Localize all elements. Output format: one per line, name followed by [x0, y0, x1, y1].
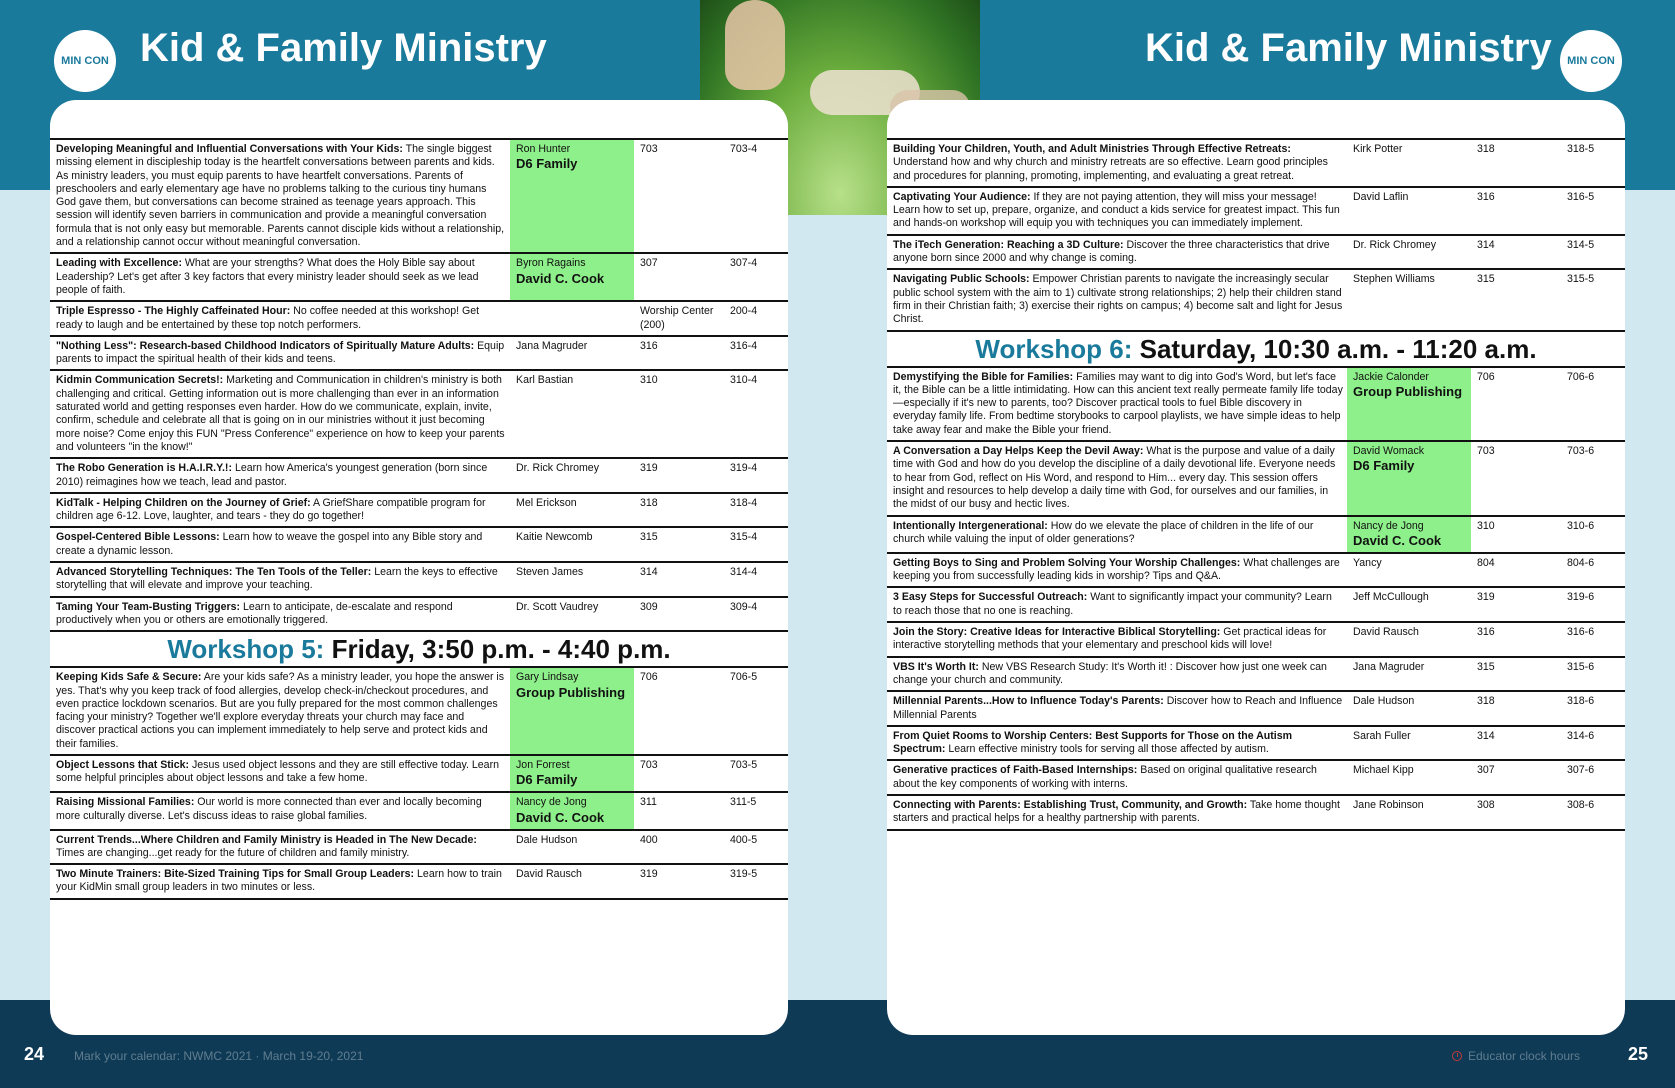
right-schedule-panel: [887, 100, 1625, 1035]
session-title: Gospel-Centered Bible Lessons:: [56, 531, 220, 544]
session-presenter: [510, 459, 634, 492]
session-room: 314: [1477, 238, 1495, 251]
presenter-name: Kaitie Newcomb: [516, 531, 593, 544]
session-text: No coffee needed at this workshop! Get ready to laugh and be entertained by these top notch performers.: [56, 305, 480, 331]
presenter-name: Dale Hudson: [516, 833, 578, 846]
session-description: [887, 140, 1347, 186]
session-row: [887, 656, 1625, 691]
session-code: 318-6: [1567, 695, 1595, 708]
presenter-organization: Group Publishing: [516, 684, 626, 700]
session-text: Marketing and Communication in children's ministry is both challenging and critical. Getting information out is more challenging than ever in an information saturated world and getting responses even harder. How do we communicate, explain, invite, confirm, schedule and celebrate all that is going on in our ministries without it just becoming more noise? Come enjoy this FUN "Press Conference" experience on how to keep your parents and volunteers "in the know!": [56, 374, 505, 453]
session-code: 703-5: [730, 758, 758, 771]
session-row: [50, 335, 788, 370]
session-code: 400-5: [730, 833, 758, 846]
presenter-name: Nancy de Jong: [516, 796, 587, 809]
session-presenter: [1347, 796, 1471, 829]
session-row: [887, 234, 1625, 269]
session-presenter: [1347, 236, 1471, 269]
session-text: Take home thought starters and practical helps for a healthy partnership with parents.: [893, 798, 1340, 825]
session-row: [50, 492, 788, 527]
session-code: 314-6: [1567, 729, 1595, 742]
session-title: Getting Boys to Sing and Problem Solving Your Worship Challenges:: [893, 556, 1241, 569]
session-room: 316: [1477, 190, 1495, 203]
presenter-name: Jana Magruder: [516, 339, 588, 352]
presenter-name: Dr. Rick Chromey: [1353, 238, 1436, 251]
session-text: New VBS Research Study: It's Worth it! : Discover how just one week can change your church and community.: [893, 660, 1327, 686]
session-code: 319-6: [1567, 591, 1595, 604]
session-text: Understand how and why church and ministry retreats are so effective. Learn good principles and procedures for planning, promoting, implementing, and evaluating a great retreat.: [893, 156, 1328, 182]
session-code: 308-6: [1567, 798, 1595, 811]
session-description: [887, 692, 1347, 725]
session-text: Families may want to dig into God's Word, but let's face it, the Bible can be a little intimidating. How can this ancient text really permeate family life today—especially if it's new to parents, too? Discover practical tools to fuel Bible discovery in everyday family life. From bedtime storybooks to carpool playlists, we have simple ideas to help take away fear and make the Bible your friend.: [893, 370, 1343, 436]
presenter-organization: D6 Family: [1353, 458, 1415, 474]
session-row: [887, 759, 1625, 794]
session-code: 703-6: [1567, 445, 1595, 458]
footer-note-left: Mark your calendar: NWMC 2021 · March 19-20, 2021: [74, 1049, 364, 1063]
session-presenter: [510, 756, 634, 791]
session-presenter: [1347, 692, 1471, 725]
session-text: Our world is more connected than ever and locally becoming more culturally diverse. Let's discuss ideas to raise global families.: [56, 796, 482, 822]
session-description: [887, 727, 1347, 760]
session-title: Current Trends...Where Children and Family Ministry is Headed in The New Decade:: [56, 833, 477, 846]
session-text: Are your kids safe? As a ministry leader, you hope the answer is yes. That's why you keep track of food allergies, develop check-in/checkout procedures, and even practice lockdown scenarios. But are you fully prepared for the most common challenges facing your ministry? Together we'll explore everyday threats your church may face and discover practical actions you can implement immediately to help serve and protect kids and their families.: [56, 671, 505, 750]
session-code: 200-4: [730, 305, 758, 318]
footer-note-right: [1452, 1049, 1580, 1063]
presenter-name: David Laflin: [1353, 190, 1409, 203]
session-room: 307: [1477, 764, 1495, 777]
session-row: [887, 690, 1625, 725]
presenter-name: Dr. Scott Vaudrey: [516, 600, 599, 613]
session-room: 315: [1477, 273, 1495, 286]
session-presenter: [1347, 623, 1471, 656]
session-code: 314-5: [1567, 238, 1595, 251]
session-presenter: [1347, 140, 1471, 186]
presenter-name: Jana Magruder: [1353, 660, 1425, 673]
session-description: [887, 270, 1347, 329]
session-text: Empower Christian parents to navigate the increasingly secular public school system with the aim to 1) cultivate strong relationships; 2) help their children stand firm in their Christian faith; 3) exercise their rights on campus; 4) become salt and light for Jesus Christ.: [893, 273, 1343, 326]
footer-note-right-text: Educator clock hours: [1468, 1049, 1581, 1063]
session-code: 316-6: [1567, 626, 1595, 639]
presenter-name: Jane Robinson: [1353, 798, 1424, 811]
session-row: [50, 252, 788, 300]
session-code: 703-4: [730, 143, 758, 155]
session-description: [887, 442, 1347, 514]
session-row: [50, 526, 788, 561]
session-presenter: [510, 140, 634, 252]
session-description: [50, 459, 510, 492]
session-presenter: [1347, 588, 1471, 621]
left-session-list: [50, 138, 788, 900]
presenter-name: Karl Bastian: [516, 374, 574, 387]
presenter-name: Byron Ragains: [516, 257, 586, 270]
presenter-name: Dale Hudson: [1353, 695, 1415, 708]
session-presenter: [1347, 658, 1471, 691]
session-code: 319-4: [730, 462, 758, 475]
session-title: Taming Your Team-Busting Triggers:: [56, 600, 241, 613]
session-presenter: [510, 865, 634, 898]
session-description: [887, 368, 1347, 440]
session-description: [887, 658, 1347, 691]
session-title: 3 Easy Steps for Successful Outreach:: [893, 591, 1088, 604]
session-code: 318-4: [730, 496, 758, 509]
session-row: [50, 791, 788, 828]
session-row: [887, 138, 1625, 186]
session-presenter: [1347, 270, 1471, 329]
session-presenter: [1347, 442, 1471, 514]
presenter-name: Dr. Rick Chromey: [516, 462, 599, 475]
session-room: 703: [640, 758, 658, 771]
session-title: Demystifying the Bible for Families:: [893, 370, 1074, 383]
session-code: 310-4: [730, 374, 758, 387]
session-description: [887, 554, 1347, 587]
session-description: [887, 761, 1347, 794]
session-room: 316: [1477, 626, 1495, 639]
session-presenter: [510, 528, 634, 561]
session-room: 315: [640, 531, 658, 544]
session-title: "Nothing Less": Research-based Childhood Indicators of Spiritually Mature Adults:: [56, 339, 475, 352]
workshop-time: Saturday, 10:30 a.m. - 11:20 a.m.: [1132, 333, 1537, 364]
session-row: [50, 596, 788, 631]
session-description: [50, 598, 510, 631]
session-description: [887, 623, 1347, 656]
session-room: 310: [640, 374, 658, 387]
session-room: 311: [640, 796, 657, 809]
presenter-organization: David C. Cook: [516, 270, 605, 286]
presenter-name: Stephen Williams: [1353, 273, 1435, 286]
session-presenter: [1347, 554, 1471, 587]
session-title: Keeping Kids Safe & Secure:: [56, 671, 202, 684]
workshop-heading: [50, 630, 788, 666]
session-row: [887, 621, 1625, 656]
session-room: 319: [640, 868, 658, 881]
session-code: 316-4: [730, 339, 758, 352]
session-description: [50, 494, 510, 527]
session-title: Kidmin Communication Secrets!:: [56, 374, 224, 387]
session-room: 703: [640, 143, 658, 155]
session-presenter: [510, 831, 634, 864]
presenter-name: Jackie Calonder: [1353, 370, 1429, 383]
mincon-logo-icon: MIN CON: [54, 30, 116, 92]
session-code: 318-5: [1567, 143, 1595, 155]
session-text: Discover the three characteristics that drive anyone born since 2000 and why change is coming.: [893, 238, 1330, 265]
session-room: 309: [640, 600, 658, 613]
presenter-name: Yancy: [1353, 556, 1382, 569]
session-code: 311-5: [730, 796, 757, 809]
session-room: 316: [640, 339, 658, 352]
presenter-name: Jeff McCullough: [1353, 591, 1429, 604]
session-description: [887, 188, 1347, 234]
session-room: 319: [640, 462, 658, 475]
session-presenter: [510, 254, 634, 300]
session-row: [887, 725, 1625, 760]
session-description: [887, 236, 1347, 269]
session-room: 706: [640, 671, 658, 684]
session-presenter: [510, 371, 634, 457]
session-code: 314-4: [730, 566, 758, 579]
session-text: How do we elevate the place of children in the life of our church while valuing the input of older generations?: [893, 519, 1314, 545]
session-code: 315-4: [730, 531, 758, 544]
session-presenter: [510, 302, 634, 335]
session-code: 804-6: [1567, 556, 1595, 569]
session-text: Learn effective ministry tools for serving all those affected by autism.: [945, 743, 1269, 756]
session-room: 318: [1477, 143, 1495, 155]
session-text: Learn how to train your KidMin small group leaders in two minutes or less.: [56, 868, 502, 894]
session-description: [50, 254, 510, 300]
session-text: Times are changing...get ready for the future of children and family ministry.: [56, 846, 410, 859]
presenter-name: Jon Forrest: [516, 758, 570, 771]
session-text: What challenges are keeping you from successfully leading kids in worship? Tips and Q&A.: [893, 556, 1340, 583]
presenter-name: Steven James: [516, 566, 584, 579]
session-room: 400: [640, 833, 658, 846]
session-title: Building Your Children, Youth, and Adult Ministries Through Effective Retreats:: [893, 143, 1291, 155]
session-description: [50, 668, 510, 754]
session-text: The single biggest missing element in discipleship today is the heartfelt conversations between parents and kids. As ministry leaders, you must equip parents to have heartfelt conversations. Parents of preschoolers and early elementary age have no problems talking to the curious tiny humans God gave them, but conversations can become strained as teenage years approach. This session will identify seven barriers in communication and provide a meaningful conversation formula that is not only easy but memorable. Parents cannot disciple kids without a relationship, and a relationship cannot occur without meaningful conversation.: [56, 143, 505, 249]
session-row: [887, 794, 1625, 831]
session-row: [887, 366, 1625, 440]
presenter-organization: David C. Cook: [516, 809, 605, 825]
session-row: [887, 186, 1625, 234]
session-title: Leading with Excellence:: [56, 257, 182, 270]
session-description: [887, 588, 1347, 621]
session-code: 307-4: [730, 257, 758, 270]
session-row: [50, 666, 788, 754]
mincon-logo-icon: MIN CON: [1560, 30, 1622, 92]
session-description: [50, 140, 510, 252]
session-row: [50, 300, 788, 335]
session-row: [50, 829, 788, 864]
session-presenter: [1347, 761, 1471, 794]
clock-icon: [1452, 1051, 1462, 1061]
session-title: Object Lessons that Stick:: [56, 758, 190, 771]
session-title: Captivating Your Audience:: [893, 190, 1031, 203]
session-row: [887, 552, 1625, 587]
session-presenter: [510, 598, 634, 631]
session-text: A GriefShare compatible program for children age 6-12. Love, laughter, and tears - they do go together!: [56, 496, 486, 523]
page-title-right: Kid & Family Ministry: [1145, 26, 1552, 70]
session-title: Connecting with Parents: Establishing Trust, Community, and Growth:: [893, 798, 1248, 811]
session-presenter: [510, 668, 634, 754]
session-description: [50, 831, 510, 864]
left-schedule-panel: [50, 100, 788, 1035]
session-description: [50, 371, 510, 457]
session-title: From Quiet Rooms to Worship Centers: Best Supports for Those on the Autism Spectrum:: [893, 729, 1293, 756]
session-code: 316-5: [1567, 190, 1595, 203]
session-row: [887, 515, 1625, 552]
session-presenter: [1347, 517, 1471, 552]
session-description: [887, 517, 1347, 552]
presenter-name: Mel Erickson: [516, 496, 577, 509]
session-room: 319: [1477, 591, 1495, 604]
session-title: Advanced Storytelling Techniques: The Ten Tools of the Teller:: [56, 566, 372, 579]
session-room: 314: [1477, 729, 1495, 742]
session-room: 308: [1477, 798, 1495, 811]
session-text: What is the purpose and value of a daily time with God and how do you develop the discipline of a daily devotional life. Everyone needs to hear from God, reflect on His Word, and respond to Him... every day. This session offers insight and resources to help develop a daily time with God, for ourselves and our families, in the midst of our busy and hectic lives.: [893, 445, 1336, 511]
session-room: 314: [640, 566, 658, 579]
session-title: KidTalk - Helping Children on the Journey of Grief:: [56, 496, 311, 509]
session-presenter: [510, 337, 634, 370]
session-presenter: [510, 494, 634, 527]
session-title: Millennial Parents...How to Influence Today's Parents:: [893, 695, 1164, 708]
session-code: 319-5: [730, 868, 758, 881]
session-presenter: [1347, 727, 1471, 760]
session-text: If they are not paying attention, they will miss your message! Learn how to set up, prepare, organize, and conduct a kids service for greatest impact. This fun and hands-on workshop will equip you with techniques you can immediately implement.: [893, 190, 1340, 230]
page-number-right: 25: [1628, 1044, 1649, 1064]
session-row: [887, 440, 1625, 514]
session-title: A Conversation a Day Helps Keep the Devil Away:: [893, 445, 1144, 458]
session-text: Want to significantly impact your community? Learn to reach those that no one is reaching.: [893, 591, 1332, 617]
workshop-time: Friday, 3:50 p.m. - 4:40 p.m.: [324, 634, 671, 665]
session-row: [50, 138, 788, 252]
session-row: [50, 863, 788, 900]
session-presenter: [510, 793, 634, 828]
session-text: What are your strengths? What does the Holy Bible say about Leadership? Let's get after 3 key factors that every ministry leader should seek as we lead people of faith.: [56, 257, 479, 296]
session-description: [50, 528, 510, 561]
session-room: 310: [1477, 519, 1495, 532]
page-title-left: Kid & Family Ministry: [140, 26, 547, 70]
workshop-heading: [887, 330, 1625, 366]
workshop-label: Workshop 5:: [167, 634, 325, 665]
session-text: Jesus used object lessons and they are still effective today. Learn some helpful principles about object lessons and take a few home.: [56, 758, 499, 785]
session-text: Learn to anticipate, de-escalate and respond productively when you or others are emotionally triggered.: [56, 600, 453, 626]
session-room: Worship Center (200): [640, 305, 714, 331]
session-text: Learn how America's youngest generation (born since 2010) reimagines how we teach, lead and pastor.: [56, 462, 488, 488]
session-row: [50, 561, 788, 596]
presenter-name: Sarah Fuller: [1353, 729, 1411, 742]
session-text: Learn the keys to effective storytelling that will elevate and improve your teaching.: [56, 566, 498, 592]
presenter-organization: David C. Cook: [1353, 532, 1442, 548]
presenter-name: David Womack: [1353, 445, 1425, 458]
session-row: [887, 268, 1625, 329]
session-description: [50, 793, 510, 828]
session-row: [50, 754, 788, 791]
session-room: 315: [1477, 660, 1495, 673]
workshop-label: Workshop 6:: [975, 333, 1133, 364]
session-code: 315-6: [1567, 660, 1595, 673]
session-row: [50, 457, 788, 492]
presenter-organization: D6 Family: [516, 772, 578, 788]
session-description: [50, 865, 510, 898]
session-code: 307-6: [1567, 764, 1595, 777]
session-code: 309-4: [730, 600, 758, 613]
session-presenter: [1347, 368, 1471, 440]
session-text: Discover how to Reach and Influence Millennial Parents: [893, 695, 1343, 721]
session-text: Based on original qualitative research about the key components of working with interns.: [893, 764, 1317, 790]
session-room: 703: [1477, 445, 1495, 458]
session-description: [50, 302, 510, 335]
session-description: [50, 563, 510, 596]
session-row: [50, 369, 788, 457]
session-text: Equip parents to impact the spiritual health of their kids and teens.: [56, 339, 505, 366]
session-room: 706: [1477, 370, 1495, 383]
session-text: Learn how to weave the gospel into any Bible story and create a dynamic lesson.: [56, 531, 483, 557]
session-code: 310-6: [1567, 519, 1595, 532]
session-title: Raising Missional Families:: [56, 796, 195, 809]
session-title: VBS It's Worth It:: [893, 660, 979, 673]
session-title: Navigating Public Schools:: [893, 273, 1030, 286]
session-row: [887, 586, 1625, 621]
right-session-list: [887, 138, 1625, 831]
session-presenter: [510, 563, 634, 596]
session-room: 307: [640, 257, 658, 270]
session-presenter: [1347, 188, 1471, 234]
session-room: 804: [1477, 556, 1495, 569]
session-title: Two Minute Trainers: Bite-Sized Training Tips for Small Group Leaders:: [56, 868, 415, 881]
session-description: [50, 756, 510, 791]
presenter-name: David Rausch: [516, 868, 582, 881]
presenter-name: Kirk Potter: [1353, 143, 1403, 155]
session-title: Triple Espresso - The Highly Caffeinated Hour:: [56, 305, 291, 318]
presenter-name: Gary Lindsay: [516, 671, 579, 684]
presenter-organization: Group Publishing: [1353, 383, 1463, 399]
session-code: 315-5: [1567, 273, 1595, 286]
session-code: 706-5: [730, 671, 758, 684]
presenter-name: Michael Kipp: [1353, 764, 1414, 777]
session-title: Intentionally Intergenerational:: [893, 519, 1048, 532]
presenter-name: David Rausch: [1353, 626, 1419, 639]
session-text: Get practical ideas for interactive storytelling methods that your elementary and preschool kids will love!: [893, 626, 1327, 652]
session-title: The iTech Generation: Reaching a 3D Culture:: [893, 238, 1124, 251]
session-title: Join the Story: Creative Ideas for Interactive Biblical Storytelling:: [893, 626, 1221, 639]
session-room: 318: [640, 496, 658, 509]
session-description: [887, 796, 1347, 829]
session-title: The Robo Generation is H.A.I.R.Y.!:: [56, 462, 232, 475]
session-room: 318: [1477, 695, 1495, 708]
page-number-left: 24: [24, 1044, 45, 1064]
session-code: 706-6: [1567, 370, 1595, 383]
session-description: [50, 337, 510, 370]
presenter-organization: D6 Family: [516, 156, 578, 172]
photo-feet: [725, 0, 785, 90]
presenter-name: Ron Hunter: [516, 143, 571, 155]
presenter-name: Nancy de Jong: [1353, 519, 1424, 532]
session-title: Generative practices of Faith-Based Internships:: [893, 764, 1138, 777]
session-title: Developing Meaningful and Influential Conversations with Your Kids:: [56, 143, 403, 155]
